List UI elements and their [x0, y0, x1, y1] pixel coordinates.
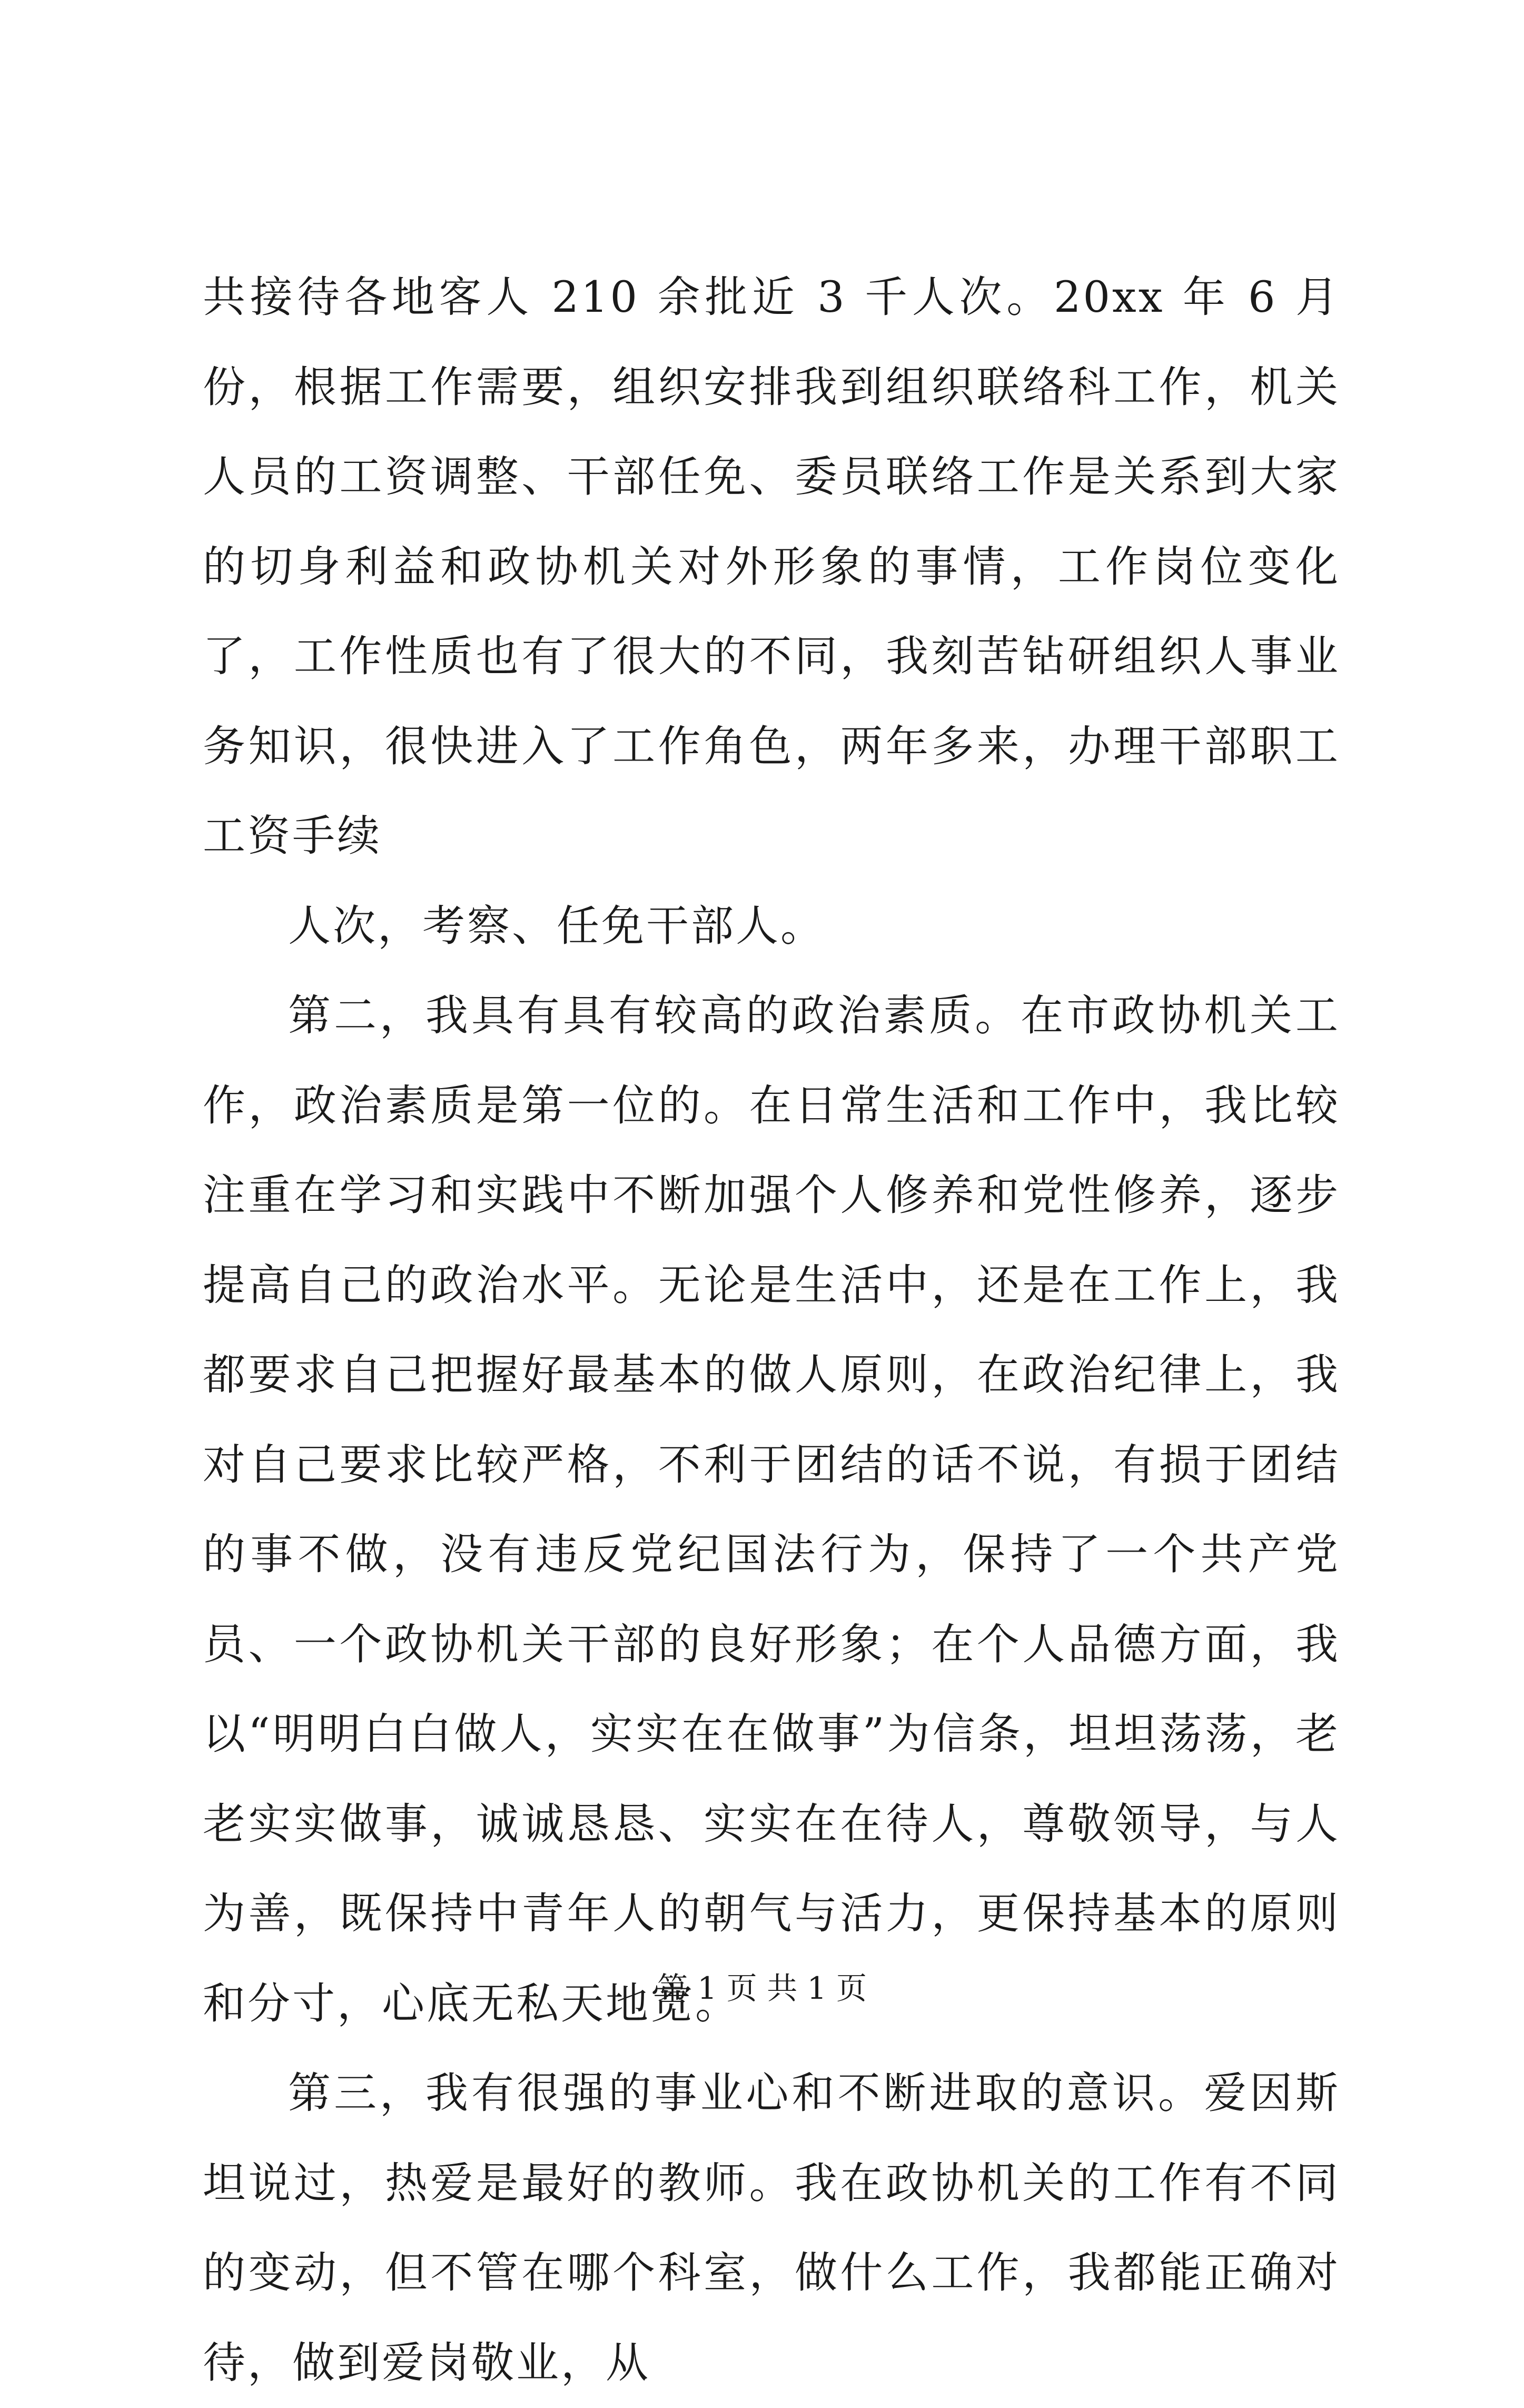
document-body	[203, 253, 1340, 2408]
paragraph-4: 第三，我有很强的事业心和不断进取的意识。爱因斯坦说过，热爱是最好的教师。我在政协机关的工作有不同的变动，但不管在哪个科室，做什么工作，我都能正确对待，做到爱岗敬业，从	[203, 2069, 1340, 2388]
paragraph-3: 第二，我具有具有较高的政治素质。在市政协机关工作，政治素质是第一位的。在日常生活和工作中，我比较注重在学习和实践中不断加强个人修养和党性修养，逐步提高自己的政治水平。无论是生活中，还是在工作上，我都要求自己把握好最基本的做人原则，在政治纪律上，我对自己要求比较严格，不利于团结的话不说，有损于团结的事不做，没有违反党纪国法行为，保持了一个共产党员、一个政协机关干部的良好形象；在个人品德方面，我以“明明白白做人，实实在在做事”为信条，坦坦荡荡，老老实实做事，诚诚恳恳、实实在在待人，尊敬领导，与人为善，既保持中青年人的朝气与活力，更保持基本的原则和分寸，心底无私天地宽。	[203, 991, 1340, 2029]
paragraph-2: 人次，考察、任免干部人。	[288, 901, 826, 951]
page-footer: 第 1 页 共 1 页	[657, 1970, 867, 2006]
paragraph-1: 共接待各地客人 210 余批近 3 千人次。20xx 年 6 月份，根据工作需要，组织安排我到组织联络科工作，机关人员的工资调整、干部任免、委员联络工作是关系到大家的切身利益和政协机关对外形象的事情，工作岗位变化了，工作性质也有了很大的不同，我刻苦钻研组织人事业务知识，很快进入了工作角色，两年多来，办理干部职工工资手续	[203, 273, 1340, 861]
